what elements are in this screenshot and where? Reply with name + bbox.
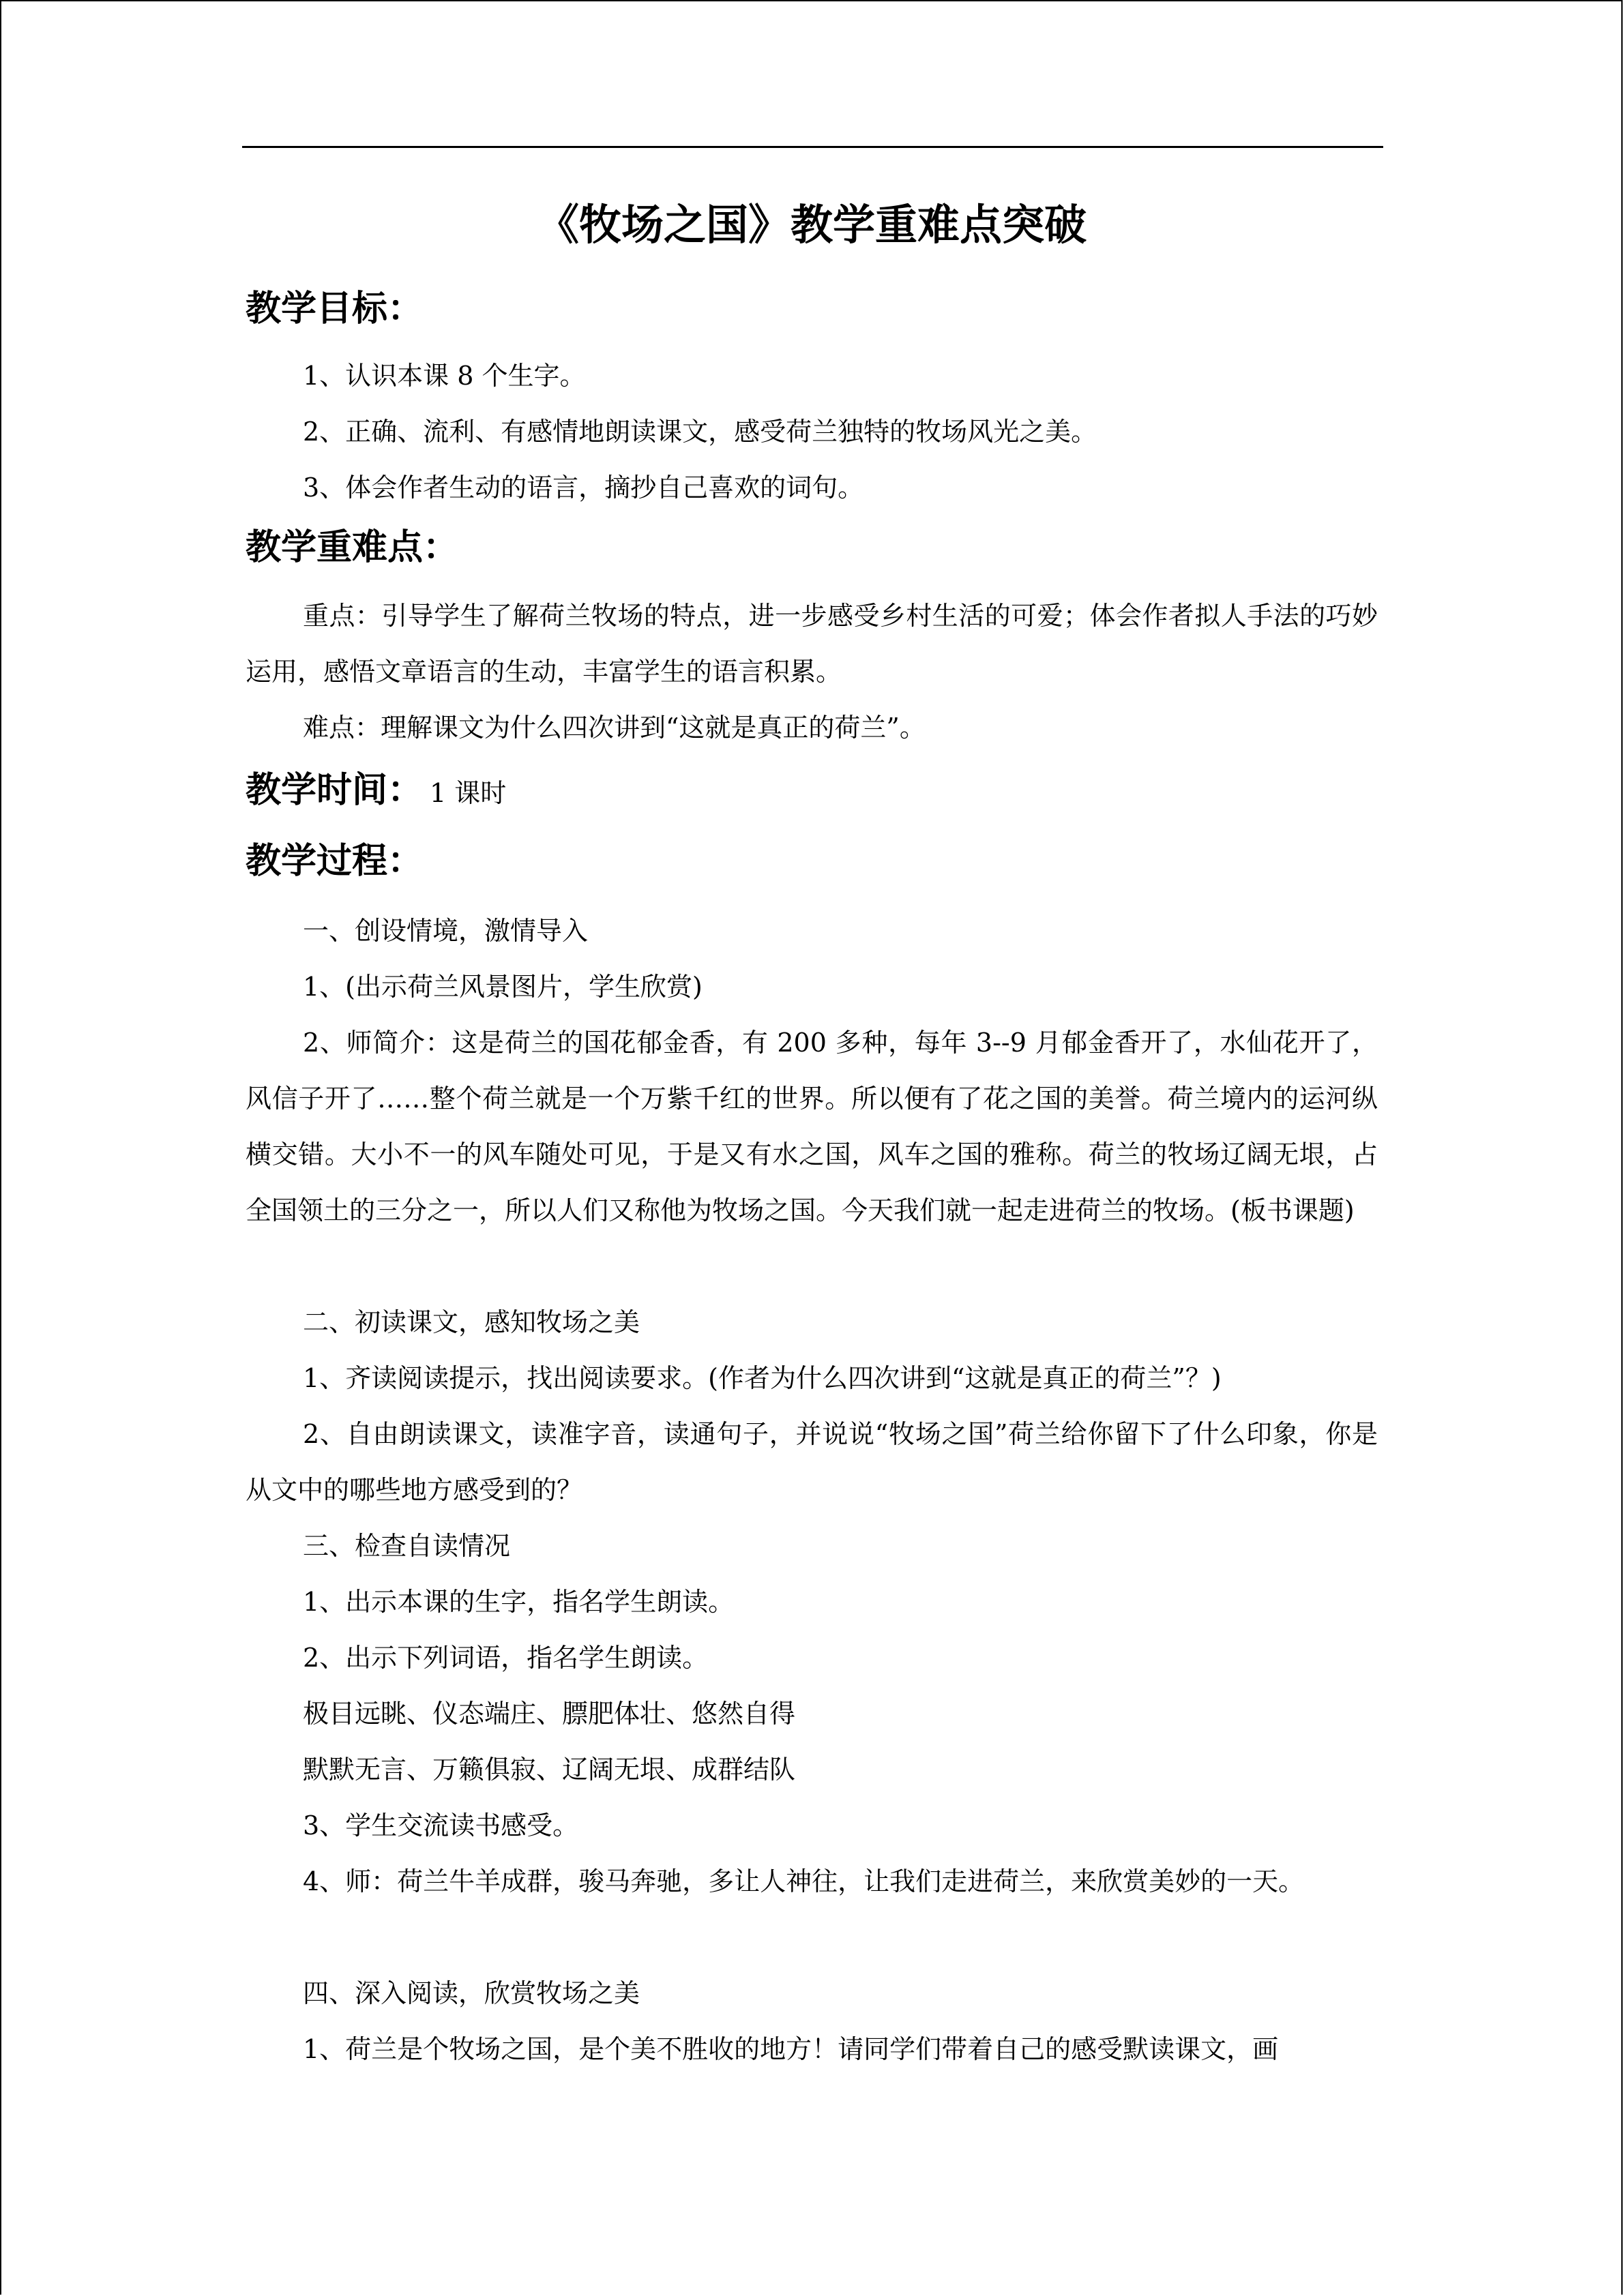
section-3-item-3: 3、学生交流读书感受。 [303, 1810, 579, 1840]
section-2-item-1: 1、齐读阅读提示，找出阅读要求。(作者为什么四次讲到“这就是真正的荷兰”？) [303, 1363, 1222, 1393]
section-3-title: 三、检查自读情况 [303, 1531, 511, 1561]
section-3-item-4: 4、师：荷兰牛羊成群，骏马奔驰，多让人神往，让我们走进荷兰，来欣赏美妙的一天。 [303, 1866, 1305, 1896]
section-1-item-1: 1、(出示荷兰风景图片，学生欣赏) [303, 972, 703, 1002]
key-points-focus: 重点：引导学生了解荷兰牧场的特点，进一步感受乡村生活的可爱；体会作者拟人手法的巧妙运用，感悟文章语言的生动，丰富学生的语言积累。 [246, 601, 1378, 687]
section-4-item-1: 1、荷兰是个牧场之国，是个美不胜收的地方！请同学们带着自己的感受默读课文，画 [303, 2034, 1279, 2064]
objective-item-2: 2、正确、流利、有感情地朗读课文，感受荷兰独特的牧场风光之美。 [303, 417, 1097, 447]
teaching-time [246, 766, 506, 817]
objective-item-3: 3、体会作者生动的语言，摘抄自己喜欢的词句。 [303, 473, 864, 503]
objectives-heading: 教学目标： [246, 288, 424, 329]
section-1-title: 一、创设情境，激情导入 [303, 916, 589, 946]
section-3-words-1: 极目远眺、仪态端庄、膘肥体壮、悠然自得 [303, 1699, 796, 1729]
time-value: 1 课时 [430, 778, 507, 808]
section-3-item-2: 2、出示下列词语，指名学生朗读。 [303, 1643, 709, 1673]
time-heading: 教学时间： [246, 769, 424, 811]
section-4-title: 四、深入阅读，欣赏牧场之美 [303, 1978, 640, 2008]
section-2-item-2: 2、自由朗读课文，读准字音，读通句子，并说说“牧场之国”荷兰给你留下了什么印象，你是从文中的哪些地方感受到的？ [246, 1419, 1378, 1505]
section-2-title: 二、初读课文，感知牧场之美 [303, 1307, 640, 1337]
process-heading: 教学过程： [246, 840, 424, 882]
key-points-heading: 教学重难点： [246, 526, 459, 568]
header-rule [242, 146, 1383, 148]
section-3-words-2: 默默无言、万籁俱寂、辽阔无垠、成群结队 [303, 1755, 796, 1785]
objective-item-1: 1、认识本课 8 个生字。 [303, 361, 586, 391]
key-points-difficulty: 难点：理解课文为什么四次讲到“这就是真正的荷兰”。 [303, 713, 926, 743]
document-title: 《牧场之国》教学重难点突破 [536, 200, 1087, 250]
section-3-item-1: 1、出示本课的生字，指名学生朗读。 [303, 1587, 735, 1617]
section-1-item-2: 2、师简介：这是荷兰的国花郁金香，有 200 多种，每年 3--9 月郁金香开了，水仙花开了，风信子开了……整个荷兰就是一个万紫千红的世界。所以便有了花之国的美誉。荷兰境内的运河纵横交错。大小不一的风车随处可见，于是又有水之国，风车之国的雅称。荷兰的牧场辽阔无垠，占全国领土的三分之一，所以人们又称他为牧场之国。今天我们就一起走进荷兰的牧场。(板书课题) [246, 1028, 1378, 1225]
